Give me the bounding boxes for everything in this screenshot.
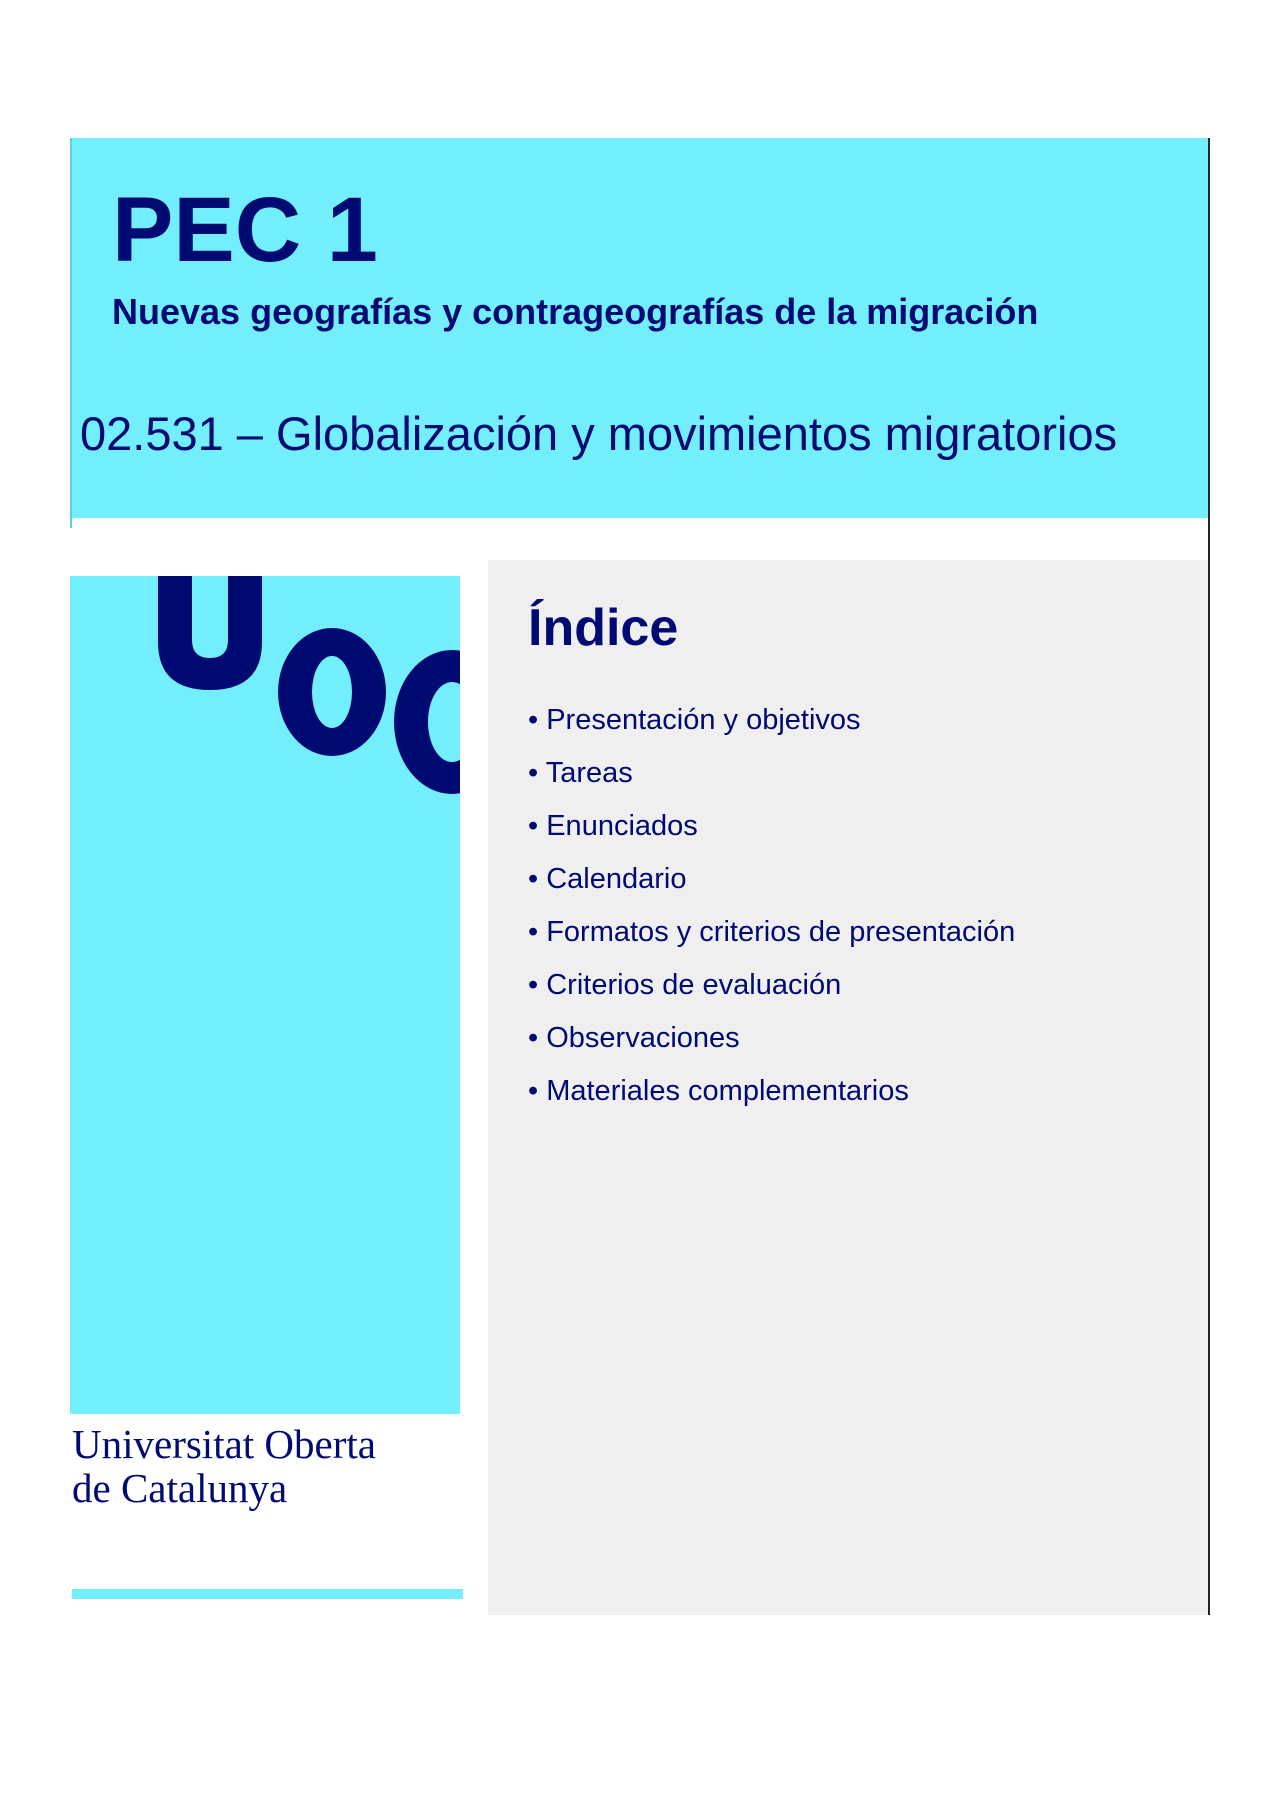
index-list [528,694,1015,1118]
course-name: 02.531 – Globalización y movimientos migratorios [80,407,1118,460]
university-name-line1: Universitat Oberta [72,1421,376,1467]
index-item-enunciados[interactable]: • Enunciados [528,800,1015,853]
document-title: PEC 1 [112,179,378,281]
page-right-border [1208,138,1210,1615]
index-item-criterios[interactable]: • Criterios de evaluación [528,959,1015,1012]
index-item-presentacion[interactable]: • Presentación y objetivos [528,694,1015,747]
university-name [72,1422,376,1510]
index-item-materiales[interactable]: • Materiales complementarios [528,1065,1015,1118]
uoc-logo-icon [70,576,460,1414]
header-left-border [70,138,72,528]
index-item-formatos[interactable]: • Formatos y criterios de presentación [528,906,1015,959]
document-subtitle: Nuevas geografías y contrageografías de la migración [112,291,1039,332]
accent-bar [72,1589,463,1599]
index-item-tareas[interactable]: • Tareas [528,747,1015,800]
index-item-observaciones[interactable]: • Observaciones [528,1012,1015,1065]
index-title: Índice [528,599,679,657]
index-item-calendario[interactable]: • Calendario [528,853,1015,906]
logo-panel [70,576,460,1414]
university-name-line2: de Catalunya [72,1465,288,1511]
